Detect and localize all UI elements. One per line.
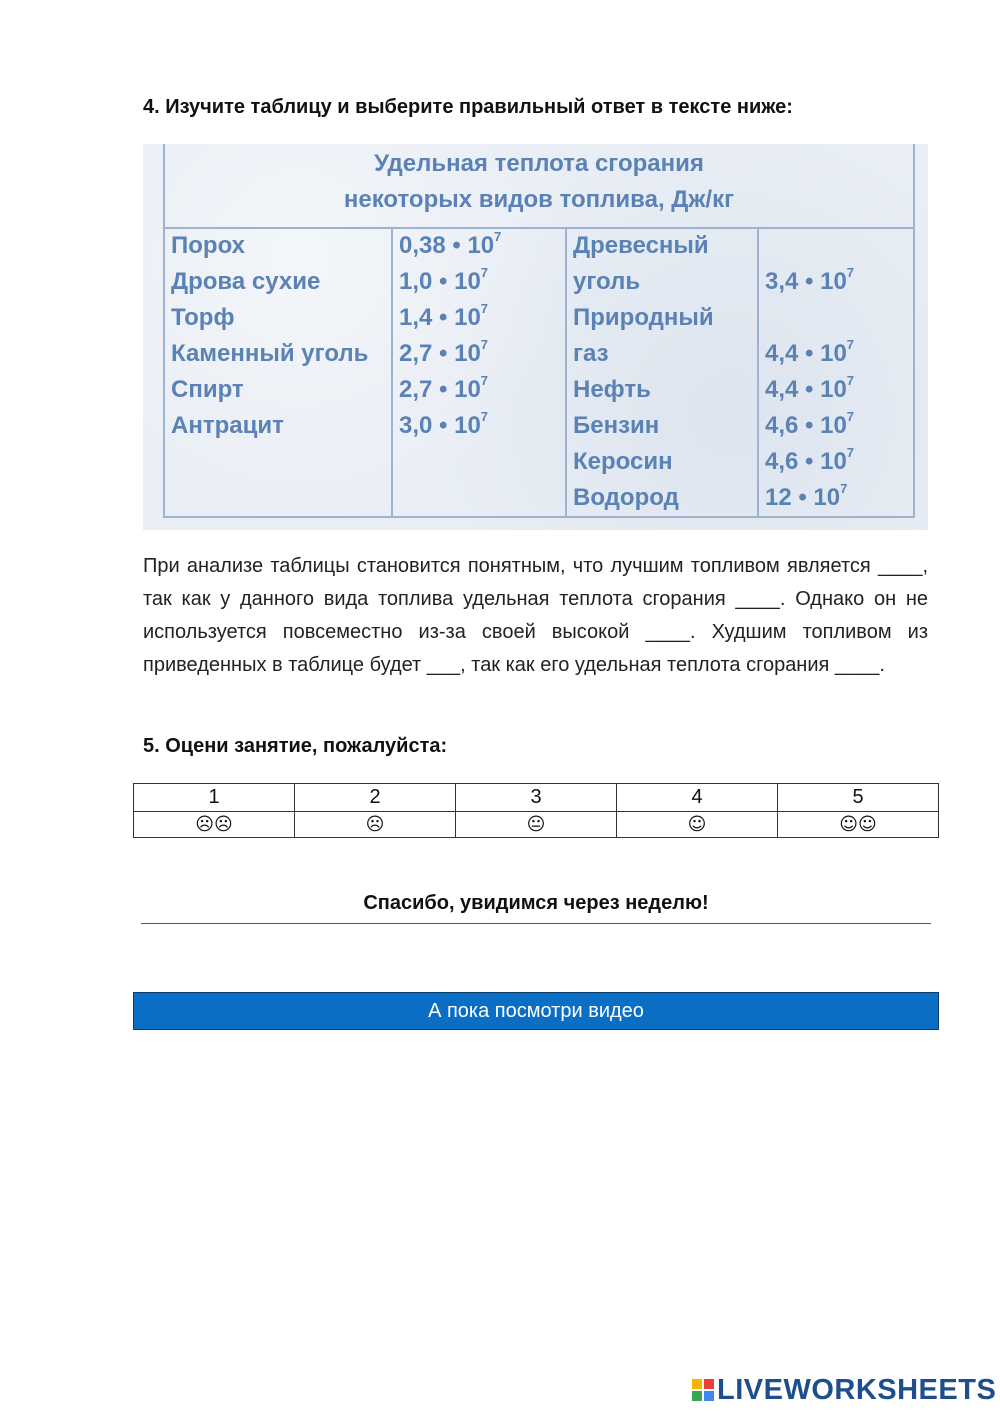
- fuel-name-charcoal-line1: Древесный: [573, 232, 709, 259]
- fuel-table-frame: [163, 144, 915, 518]
- fuel-value-gas: 4,4 • $10^7$: [765, 337, 855, 367]
- fuel-name-gas-line1: Природный: [573, 304, 714, 331]
- fuel-table-title-line2: некоторых видов топлива, Дж/кг: [343, 186, 735, 213]
- fuel-name-gas-line2: газ: [573, 340, 609, 367]
- logo-tile: [704, 1379, 714, 1389]
- fuel-name-peat: Торф: [171, 304, 235, 331]
- question-4-title: 4. Изучите таблицу и выберите правильный ответ в тексте ниже:: [143, 96, 793, 118]
- logo-text: LIVEWORKSHEETS: [717, 1373, 997, 1406]
- sad-face-icon[interactable]: ☹: [295, 812, 456, 838]
- logo-tile: [704, 1391, 714, 1401]
- watch-video-button[interactable]: А пока посмотри видео: [133, 992, 939, 1030]
- fuel-value-anthracite: 3,0 • $10^7$: [399, 409, 489, 439]
- fuel-table-title-line1: Удельная теплота сгорания: [374, 150, 704, 177]
- fuel-value-hydrogen: 12 • $10^7$: [765, 481, 848, 511]
- rating-score-2[interactable]: 2: [295, 784, 456, 812]
- question-5-title: 5. Оцени занятие, пожалуйста:: [143, 735, 448, 757]
- fuel-name-alcohol: Спирт: [171, 376, 244, 403]
- rating-table: [133, 783, 939, 838]
- fuel-heat-table: [143, 144, 928, 530]
- fuel-value-alcohol: 2,7 • $10^7$: [399, 373, 489, 403]
- neutral-face-icon[interactable]: 😐: [456, 812, 617, 838]
- rating-faces-row: [134, 812, 939, 838]
- fuel-name-charcoal-line2: уголь: [573, 268, 641, 295]
- rating-score-1[interactable]: 1: [134, 784, 295, 812]
- fuel-name-kerosene: Керосин: [573, 448, 673, 475]
- fuel-name-hydrogen: Водород: [573, 484, 679, 511]
- logo-tile: [692, 1391, 702, 1401]
- logo-tile: [692, 1379, 702, 1389]
- logo-tiles-icon: [692, 1379, 714, 1401]
- big-smile-face-icon[interactable]: ☺☺: [778, 812, 939, 838]
- fuel-table-header: [165, 144, 913, 229]
- column-divider: [757, 229, 759, 516]
- fuel-name-dry-wood: Дрова сухие: [171, 268, 321, 295]
- fuel-value-dry-wood: 1,0 • $10^7$: [399, 265, 489, 295]
- fuel-name-coal: Каменный уголь: [171, 340, 369, 367]
- fuel-value-oil: 4,4 • $10^7$: [765, 373, 855, 403]
- rating-score-4[interactable]: 4: [617, 784, 778, 812]
- fuel-name-petrol: Бензин: [573, 412, 660, 439]
- rating-score-3[interactable]: 3: [456, 784, 617, 812]
- liveworksheets-logo: [692, 1373, 996, 1407]
- rating-score-5[interactable]: 5: [778, 784, 939, 812]
- fuel-name-gunpowder: Порох: [171, 232, 245, 259]
- fuel-value-kerosene: 4,6 • $10^7$: [765, 445, 855, 475]
- fuel-name-anthracite: Антрацит: [171, 412, 284, 439]
- column-divider: [565, 229, 567, 516]
- very-sad-face-icon[interactable]: ☹☹: [134, 812, 295, 838]
- rating-scores-row: [134, 784, 939, 812]
- fuel-value-peat: 1,4 • $10^7$: [399, 301, 489, 331]
- fill-in-paragraph: При анализе таблицы становится понятным, что лучшим топливом является ____, так как у данного вида топлива удельная теплота сгорания ____. Однако он не используется повсеместно из-за своей высокой ____. Худшим топливом из приведенных в таблице будет ___, так как его удельная теплота сгорания ____.: [143, 555, 928, 676]
- smile-face-icon[interactable]: ☺: [617, 812, 778, 838]
- fuel-value-gunpowder: 0,38 • $10^7$: [399, 229, 502, 259]
- fuel-value-petrol: 4,6 • $10^7$: [765, 409, 855, 439]
- fuel-value-charcoal: 3,4 • $10^7$: [765, 265, 855, 295]
- column-divider: [391, 229, 393, 516]
- fuel-value-coal: 2,7 • $10^7$: [399, 337, 489, 367]
- thanks-message: Спасибо, увидимся через неделю!: [141, 892, 931, 924]
- fuel-name-oil: Нефть: [573, 376, 651, 403]
